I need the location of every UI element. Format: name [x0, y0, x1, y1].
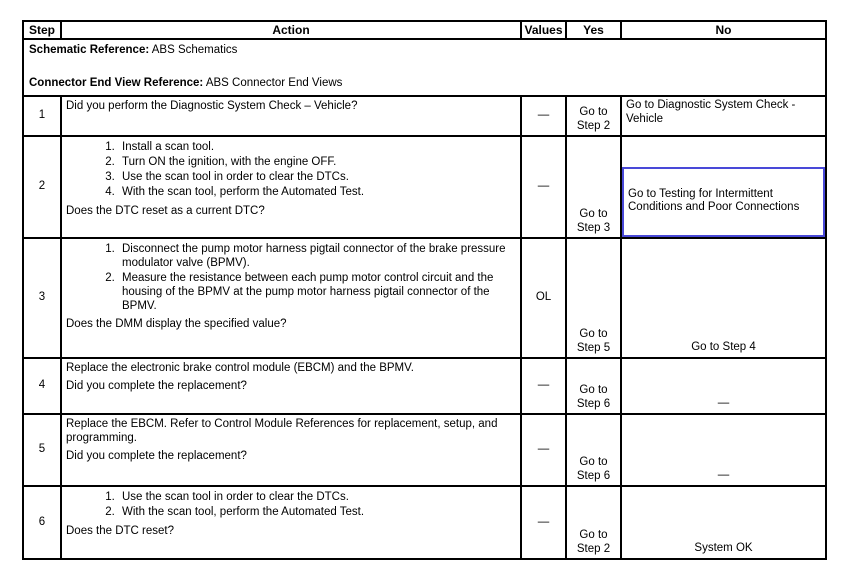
col-header-no: No [621, 21, 826, 39]
col-header-step: Step [23, 21, 61, 39]
yes-cell: Go to Step 6 [566, 358, 621, 414]
action-cell [61, 96, 521, 136]
table-row [23, 414, 826, 486]
action-list-item: 4. With the scan tool, perform the Automated Test. [118, 186, 514, 200]
action-list-item: 2. With the scan tool, perform the Automated Test. [118, 506, 514, 520]
action-intro: Replace the EBCM. Refer to Control Module References for replacement, setup, and programming. [66, 418, 498, 445]
action-intro: Replace the electronic brake control module (EBCM) and the BPMV. [66, 362, 414, 375]
action-list-item: 2. Turn ON the ignition, with the engine OFF. [118, 156, 514, 170]
yes-cell: Go to Step 2 [566, 486, 621, 559]
table-row [23, 358, 826, 414]
step-number-cell: 5 [23, 414, 61, 486]
yes-cell: Go to Step 2 [566, 96, 621, 136]
no-cell: — [621, 358, 826, 414]
step-number-cell: 4 [23, 358, 61, 414]
values-cell: OL [521, 238, 566, 358]
values-cell: — [521, 486, 566, 559]
col-header-action: Action [61, 21, 521, 39]
schematic-reference-label: Schematic Reference: [29, 44, 150, 57]
col-header-values: Values [521, 21, 566, 39]
action-cell [61, 486, 521, 559]
table-row [23, 238, 826, 358]
schematic-reference-value: ABS Schematics [151, 44, 238, 57]
connector-reference-label: Connector End View Reference: [29, 76, 204, 89]
action-question: Did you complete the replacement? [66, 449, 247, 462]
action-list-item: 1. Install a scan tool. [118, 141, 514, 155]
yes-cell: Go to Step 3 [566, 136, 621, 238]
action-cell [61, 358, 521, 414]
action-question: Does the DMM display the specified value? [66, 318, 287, 331]
values-cell: — [521, 96, 566, 136]
action-list-item: 3. Use the scan tool in order to clear the DTCs. [118, 171, 514, 185]
values-cell: — [521, 136, 566, 238]
reference-row [23, 39, 826, 96]
action-question: Does the DTC reset as a current DTC? [66, 204, 265, 217]
action-question: Does the DTC reset? [66, 524, 175, 537]
step-number-cell: 3 [23, 238, 61, 358]
action-cell [61, 414, 521, 486]
action-cell [61, 136, 521, 238]
values-cell: — [521, 358, 566, 414]
yes-cell: Go to Step 5 [566, 238, 621, 358]
no-cell-text: Go to Testing for Intermittent Conditions and Poor Connections [628, 187, 800, 214]
no-cell: Go to Step 4 [621, 238, 826, 358]
connector-reference-line [29, 77, 820, 91]
action-list-item: 1. Use the scan tool in order to clear the DTCs. [118, 491, 514, 505]
action-step-list [66, 141, 514, 200]
table-row [23, 136, 826, 238]
action-list-item: 1. Disconnect the pump motor harness pigtail connector of the brake pressure modulator valve (BPMV). [118, 243, 514, 271]
connector-reference-value: ABS Connector End Views [205, 76, 343, 89]
reference-cell [23, 39, 826, 96]
col-header-yes: Yes [566, 21, 621, 39]
step-number-cell: 2 [23, 136, 61, 238]
table-row [23, 96, 826, 136]
action-intro: Did you perform the Diagnostic System Check – Vehicle? [66, 100, 358, 113]
no-cell: — [621, 414, 826, 486]
yes-cell: Go to Step 6 [566, 414, 621, 486]
action-step-list [66, 243, 514, 314]
no-cell [621, 136, 826, 238]
action-question: Did you complete the replacement? [66, 380, 247, 393]
action-cell [61, 238, 521, 358]
diagnostic-table [22, 20, 827, 560]
schematic-reference-line [29, 44, 820, 58]
action-step-list [66, 491, 514, 521]
action-list-item: 2. Measure the resistance between each pump motor control circuit and the housing of the BPMV at the pump motor harness pigtail connector of the BPMV. [118, 272, 514, 313]
step-number-cell: 1 [23, 96, 61, 136]
no-cell: System OK [621, 486, 826, 559]
table-row [23, 486, 826, 559]
highlight-box [622, 167, 825, 237]
values-cell: — [521, 414, 566, 486]
step-number-cell: 6 [23, 486, 61, 559]
table-header-row [23, 21, 826, 39]
no-cell-highlighted: Go to Diagnostic System Check - Vehicle [621, 96, 826, 136]
